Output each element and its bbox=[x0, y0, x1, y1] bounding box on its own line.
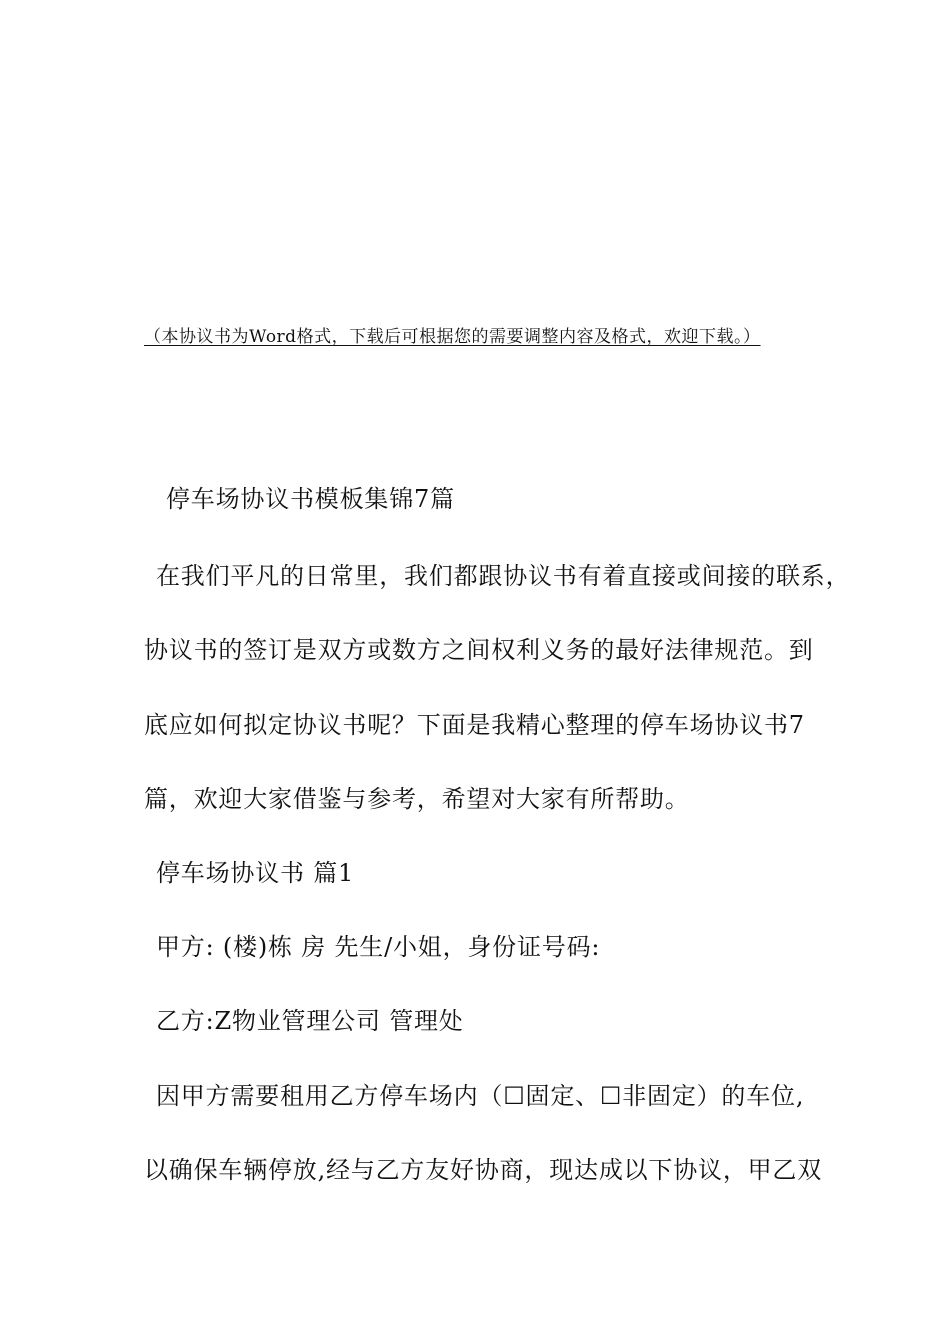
intro-line-2: 协议书的签订是双方或数方之间权利义务的最好法律规范。到 bbox=[144, 636, 814, 664]
intro-line-3: 底应如何拟定协议书呢？下面是我精心整理的停车场协议书7 bbox=[144, 711, 805, 739]
section-heading: 停车场协议书 篇1 bbox=[156, 859, 355, 887]
format-note: （本协议书为Word格式，下载后可根据您的需要调整内容及格式，欢迎下载。） bbox=[144, 327, 761, 347]
party-a-line: 甲方: (楼)栋 房 先生/小姐，身份证号码: bbox=[156, 933, 601, 961]
body-line-1: 因甲方需要租用乙方停车场内（☐固定、☐非固定）的车位, bbox=[156, 1082, 805, 1110]
intro-line-1: 在我们平凡的日常里，我们都跟协议书有着直接或间接的联系， bbox=[156, 562, 851, 590]
document-title: 停车场协议书模板集锦7篇 bbox=[166, 485, 455, 513]
party-b-line: 乙方:Z物业管理公司 管理处 bbox=[156, 1007, 464, 1035]
intro-line-4: 篇，欢迎大家借鉴与参考，希望对大家有所帮助。 bbox=[144, 785, 690, 813]
body-line-2: 以确保车辆停放,经与乙方友好协商，现达成以下协议，甲乙双 bbox=[144, 1156, 823, 1184]
